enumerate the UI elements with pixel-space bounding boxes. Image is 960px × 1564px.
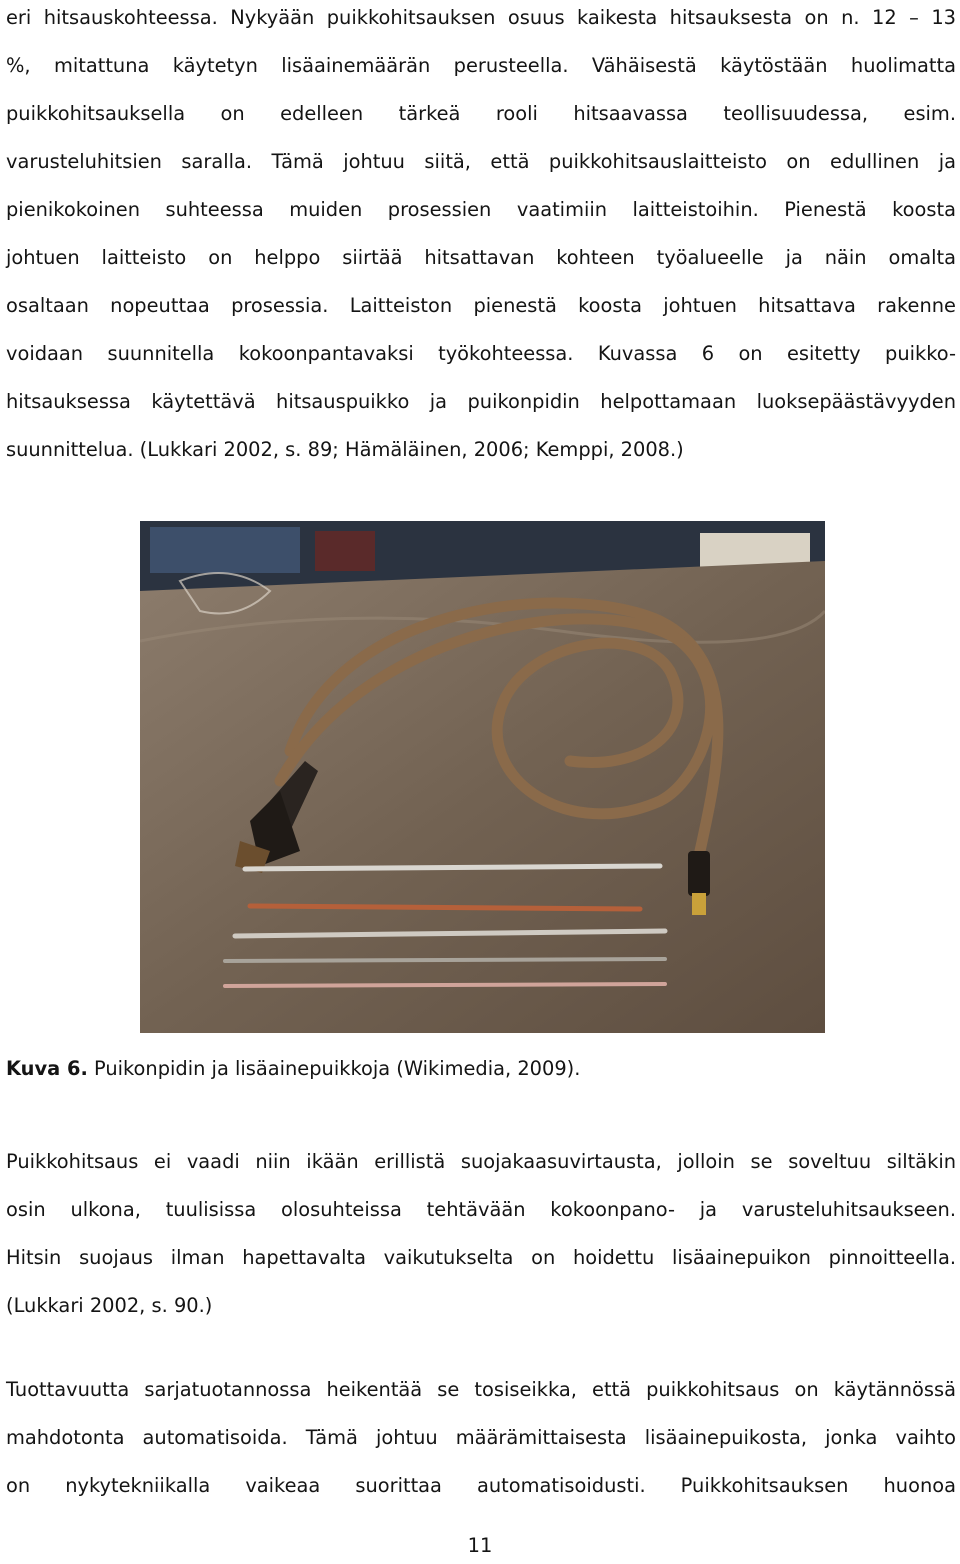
text-line: %, mitattuna käytetyn lisäainemäärän perusteella. Vähäisestä käytöstään huolimatta	[6, 54, 956, 77]
caption-text: Puikonpidin ja lisäainepuikkoja (Wikimedia, 2009).	[87, 1057, 581, 1080]
text-line: on nykytekniikalla vaikeaa suorittaa automatisoidusti. Puikkohitsauksen huonoa	[6, 1474, 956, 1497]
figure-welding-electrode-holder	[140, 521, 825, 1033]
text-line: osaltaan nopeuttaa prosessia. Laitteiston pienestä koosta johtuen hitsattava rakenne	[6, 294, 956, 317]
text-line: osin ulkona, tuulisissa olosuhteissa tehtävään kokoonpano- ja varusteluhitsaukseen.	[6, 1198, 956, 1221]
caption-label: Kuva 6.	[6, 1057, 88, 1080]
text-line: Tuottavuutta sarjatuotannossa heikentää se tosiseikka, että puikkohitsaus on käytännössä	[6, 1378, 956, 1401]
paragraph-2	[6, 1138, 956, 1330]
page-number: 11	[467, 1534, 493, 1557]
text-line: mahdotonta automatisoida. Tämä johtuu määrämittaisesta lisäainepuikosta, jonka vaihto	[6, 1426, 956, 1449]
text-line: varusteluhitsien saralla. Tämä johtuu siitä, että puikkohitsauslaitteisto on edullinen ja	[6, 150, 956, 173]
text-line: hitsauksessa käytettävä hitsauspuikko ja puikonpidin helpottamaan luoksepäästävyyden	[6, 390, 956, 413]
text-line: eri hitsauskohteessa. Nykyään puikkohitsauksen osuus kaikesta hitsauksesta on n. 12 – 13	[6, 6, 956, 29]
text-line: (Lukkari 2002, s. 90.)	[6, 1294, 213, 1317]
text-line: suunnittelua. (Lukkari 2002, s. 89; Hämäläinen, 2006; Kemppi, 2008.)	[6, 438, 684, 461]
text-line: puikkohitsauksella on edelleen tärkeä rooli hitsaavassa teollisuudessa, esim.	[6, 102, 956, 125]
paragraph-1	[6, 0, 956, 474]
text-line: johtuen laitteisto on helppo siirtää hitsattavan kohteen työalueelle ja näin omalta	[6, 246, 956, 269]
welding-photo	[140, 521, 825, 1033]
text-line: Hitsin suojaus ilman hapettavalta vaikutukselta on hoidettu lisäainepuikon pinnoitteella.	[6, 1246, 956, 1269]
text-line: Puikkohitsaus ei vaadi niin ikään erillistä suojakaasuvirtausta, jolloin se soveltuu siltäkin	[6, 1150, 956, 1173]
text-line: voidaan suunnitella kokoonpantavaksi työkohteessa. Kuvassa 6 on esitetty puikko-	[6, 342, 956, 365]
figure-caption	[6, 1045, 580, 1093]
text-line: pienikokoinen suhteessa muiden prosessien vaatimiin laitteistoihin. Pienestä koosta	[6, 198, 956, 221]
paragraph-3	[6, 1366, 956, 1510]
